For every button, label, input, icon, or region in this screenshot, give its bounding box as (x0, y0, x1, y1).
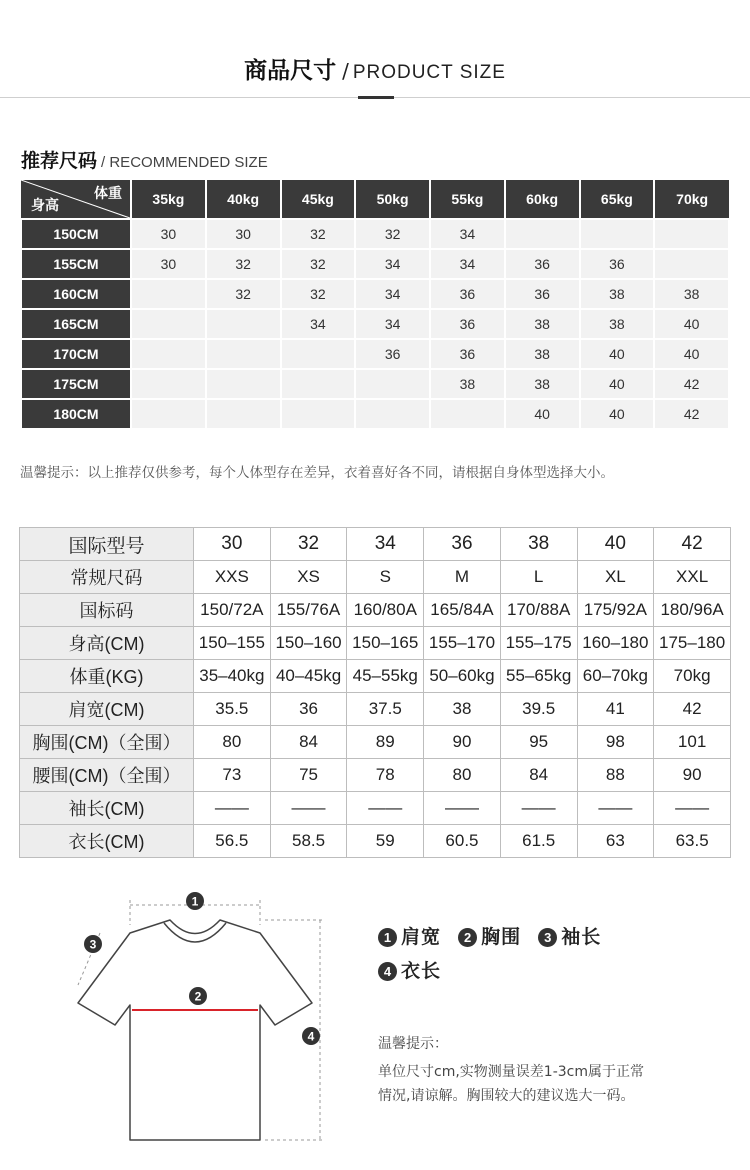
weight-header-cell: 60kg (505, 180, 580, 219)
size-cell: 40 (577, 528, 654, 561)
recommend-title-chinese: 推荐尺码 (21, 150, 98, 172)
size-cell: 42 (654, 399, 729, 429)
size-cell: 150/72A (194, 594, 271, 627)
size-cell: 180/96A (654, 594, 731, 627)
marker-3-label: 3 (89, 937, 97, 952)
size-cell: 36 (430, 339, 505, 369)
size-cell: 40 (580, 339, 655, 369)
size-cell: 38 (580, 309, 655, 339)
size-cell: 50–60kg (424, 660, 501, 693)
size-cell: 34 (430, 249, 505, 279)
size-row-label: 肩宽(CM) (20, 693, 194, 726)
size-cell: —— (347, 792, 424, 825)
size-cell: 34 (347, 528, 424, 561)
size-cell: —— (577, 792, 654, 825)
size-cell: 60.5 (424, 825, 501, 858)
marker-3 (84, 935, 102, 953)
size-cell: 30 (131, 249, 206, 279)
size-cell: 58.5 (270, 825, 347, 858)
size-cell: 84 (270, 726, 347, 759)
size-cell: M (424, 561, 501, 594)
tips-title: 温馨提示： (378, 1036, 448, 1052)
size-cell: XXL (654, 561, 731, 594)
size-cell (505, 219, 580, 249)
size-cell (131, 309, 206, 339)
size-cell: 42 (654, 693, 731, 726)
size-cell: 38 (424, 693, 501, 726)
size-cell: —— (194, 792, 271, 825)
size-cell: 155–170 (424, 627, 501, 660)
size-cell: 175/92A (577, 594, 654, 627)
size-cell: 34 (281, 309, 356, 339)
legend-item-sleeve (538, 922, 601, 949)
page-title (0, 52, 750, 85)
legend-label: 袖长 (561, 926, 602, 948)
size-cell: 56.5 (194, 825, 271, 858)
size-cell: 32 (206, 249, 281, 279)
recommend-row (21, 339, 729, 369)
size-cell: 40 (580, 369, 655, 399)
size-cell (131, 399, 206, 429)
size-row-label: 衣长(CM) (20, 825, 194, 858)
size-cell: 63 (577, 825, 654, 858)
size-cell: 34 (430, 219, 505, 249)
recommend-row (21, 249, 729, 279)
size-cell: 70kg (654, 660, 731, 693)
recommend-row (21, 219, 729, 249)
size-row-label: 胸围(CM)（全围） (20, 726, 194, 759)
size-cell (206, 399, 281, 429)
corner-weight-label: 体重 (94, 185, 122, 201)
tips-line: 单位尺寸cm,实物测量误差1-3cm属于正常 (378, 1064, 644, 1080)
recommend-section-title (21, 146, 268, 173)
measurement-legend (378, 922, 738, 990)
size-cell: 42 (654, 369, 729, 399)
recommend-row (21, 279, 729, 309)
legend-number-badge: 1 (378, 928, 397, 947)
weight-header-cell: 65kg (580, 180, 655, 219)
weight-header-cell: 40kg (206, 180, 281, 219)
size-cell: 32 (281, 219, 356, 249)
size-cell: 36 (270, 693, 347, 726)
legend-number-badge: 3 (538, 928, 557, 947)
size-cell (131, 279, 206, 309)
size-cell: 40 (654, 339, 729, 369)
size-cell: 34 (355, 309, 430, 339)
legend-label: 肩宽 (401, 926, 442, 948)
size-cell: 89 (347, 726, 424, 759)
size-cell (281, 399, 356, 429)
size-cell: 40 (580, 399, 655, 429)
size-cell (206, 309, 281, 339)
size-cell (355, 399, 430, 429)
size-row-regular (20, 561, 731, 594)
size-cell: 61.5 (500, 825, 577, 858)
size-cell: XS (270, 561, 347, 594)
height-cell: 160CM (21, 279, 131, 309)
size-row-weight (20, 660, 731, 693)
size-cell: 95 (500, 726, 577, 759)
size-cell: 36 (505, 279, 580, 309)
size-cell: 84 (500, 759, 577, 792)
title-english: PRODUCT SIZE (352, 62, 506, 83)
size-cell: 35–40kg (194, 660, 271, 693)
size-row-international (20, 528, 731, 561)
size-cell: 55–65kg (500, 660, 577, 693)
size-cell: —— (500, 792, 577, 825)
size-cell: 150–165 (347, 627, 424, 660)
tshirt-measurement-diagram (70, 885, 340, 1155)
size-row-sleeve (20, 792, 731, 825)
table-corner-cell (21, 180, 131, 219)
size-cell: 32 (355, 219, 430, 249)
size-cell (580, 219, 655, 249)
size-cell: 30 (131, 219, 206, 249)
height-cell: 155CM (21, 249, 131, 279)
size-cell: —— (270, 792, 347, 825)
size-cell: 39.5 (500, 693, 577, 726)
recommend-title-english: / RECOMMENDED SIZE (101, 154, 268, 171)
size-cell: 36 (580, 249, 655, 279)
size-cell: 40 (505, 399, 580, 429)
size-cell (654, 249, 729, 279)
size-cell: 160–180 (577, 627, 654, 660)
size-row-label: 腰围(CM)（全围） (20, 759, 194, 792)
size-cell: 36 (505, 249, 580, 279)
title-separator: / (342, 59, 349, 83)
weight-header-row (21, 180, 729, 219)
size-cell: 32 (281, 249, 356, 279)
size-cell: 80 (424, 759, 501, 792)
size-row-shoulder (20, 693, 731, 726)
recommend-row (21, 399, 729, 429)
size-row-label: 袖长(CM) (20, 792, 194, 825)
size-cell: 38 (505, 309, 580, 339)
size-cell: 41 (577, 693, 654, 726)
size-cell: 38 (505, 369, 580, 399)
size-cell: 38 (430, 369, 505, 399)
size-row-label: 国际型号 (20, 528, 194, 561)
marker-2 (189, 987, 207, 1005)
size-row-height (20, 627, 731, 660)
size-cell: 36 (430, 279, 505, 309)
size-cell: 150–155 (194, 627, 271, 660)
legend-row (378, 956, 738, 990)
size-cell: 59 (347, 825, 424, 858)
size-row-label: 常规尺码 (20, 561, 194, 594)
size-cell: 63.5 (654, 825, 731, 858)
size-row-length (20, 825, 731, 858)
corner-height-label: 身高 (31, 197, 59, 213)
recommend-row (21, 369, 729, 399)
size-cell: 88 (577, 759, 654, 792)
size-cell: 40 (654, 309, 729, 339)
size-cell: XXS (194, 561, 271, 594)
size-cell: 30 (206, 219, 281, 249)
size-cell: 101 (654, 726, 731, 759)
size-cell: 90 (424, 726, 501, 759)
size-cell: 155–175 (500, 627, 577, 660)
size-row-label: 国标码 (20, 594, 194, 627)
size-cell: 155/76A (270, 594, 347, 627)
size-cell: 34 (355, 279, 430, 309)
size-cell: —— (654, 792, 731, 825)
size-cell: 160/80A (347, 594, 424, 627)
legend-item-length (378, 956, 441, 983)
recommend-size-table (20, 180, 730, 430)
size-cell: 78 (347, 759, 424, 792)
size-cell: 98 (577, 726, 654, 759)
size-cell: 42 (654, 528, 731, 561)
size-cell: XL (577, 561, 654, 594)
size-cell (654, 219, 729, 249)
size-cell: L (500, 561, 577, 594)
size-cell (281, 369, 356, 399)
marker-4-label: 4 (307, 1029, 315, 1044)
size-cell: 60–70kg (577, 660, 654, 693)
legend-item-shoulder (378, 922, 441, 949)
size-cell (206, 369, 281, 399)
size-cell: 35.5 (194, 693, 271, 726)
size-cell: —— (424, 792, 501, 825)
page-header (0, 0, 750, 130)
height-cell: 175CM (21, 369, 131, 399)
weight-header-cell: 70kg (654, 180, 729, 219)
size-cell: 32 (281, 279, 356, 309)
size-spec-table (19, 527, 731, 858)
size-cell: 75 (270, 759, 347, 792)
size-cell: 38 (500, 528, 577, 561)
recommend-note: 温馨提示：以上推荐仅供参考，每个人体型存在差异，衣着喜好各不同，请根据自身体型选择大小。 (20, 465, 614, 481)
size-cell: 150–160 (270, 627, 347, 660)
legend-label: 胸围 (481, 926, 522, 948)
size-cell: 32 (270, 528, 347, 561)
size-cell: 36 (430, 309, 505, 339)
size-cell: 36 (424, 528, 501, 561)
weight-header-cell: 35kg (131, 180, 206, 219)
legend-label: 衣长 (401, 960, 442, 982)
title-chinese: 商品尺寸 (244, 58, 337, 84)
size-cell: 38 (654, 279, 729, 309)
size-row-waist (20, 759, 731, 792)
size-row-chest (20, 726, 731, 759)
size-cell: 73 (194, 759, 271, 792)
size-cell: 32 (206, 279, 281, 309)
size-row-national (20, 594, 731, 627)
size-cell (355, 369, 430, 399)
marker-1 (186, 892, 204, 910)
size-cell: 37.5 (347, 693, 424, 726)
legend-row (378, 922, 738, 956)
size-cell (131, 369, 206, 399)
recommend-row (21, 309, 729, 339)
weight-header-cell: 45kg (281, 180, 356, 219)
size-cell (131, 339, 206, 369)
marker-4 (302, 1027, 320, 1045)
size-cell (281, 339, 356, 369)
legend-number-badge: 4 (378, 962, 397, 981)
size-cell: 170/88A (500, 594, 577, 627)
height-cell: 150CM (21, 219, 131, 249)
size-cell: S (347, 561, 424, 594)
header-accent-bar (358, 96, 394, 99)
size-row-label: 体重(KG) (20, 660, 194, 693)
size-cell: 90 (654, 759, 731, 792)
size-cell: 36 (355, 339, 430, 369)
size-cell (430, 399, 505, 429)
legend-number-badge: 2 (458, 928, 477, 947)
height-cell: 165CM (21, 309, 131, 339)
tips-line: 情况,请谅解。胸围较大的建议选大一码。 (378, 1088, 635, 1104)
marker-1-label: 1 (191, 894, 199, 909)
size-cell: 80 (194, 726, 271, 759)
tshirt-outline-icon (78, 920, 312, 1140)
size-row-label: 身高(CM) (20, 627, 194, 660)
size-cell: 38 (505, 339, 580, 369)
size-cell: 45–55kg (347, 660, 424, 693)
size-cell: 30 (194, 528, 271, 561)
size-cell: 34 (355, 249, 430, 279)
marker-2-label: 2 (194, 989, 202, 1004)
weight-header-cell: 55kg (430, 180, 505, 219)
size-cell: 40–45kg (270, 660, 347, 693)
weight-header-cell: 50kg (355, 180, 430, 219)
legend-item-chest (458, 922, 521, 949)
height-cell: 170CM (21, 339, 131, 369)
measurement-tips (378, 1032, 718, 1108)
size-cell: 165/84A (424, 594, 501, 627)
size-cell (206, 339, 281, 369)
size-cell: 175–180 (654, 627, 731, 660)
height-cell: 180CM (21, 399, 131, 429)
size-cell: 38 (580, 279, 655, 309)
